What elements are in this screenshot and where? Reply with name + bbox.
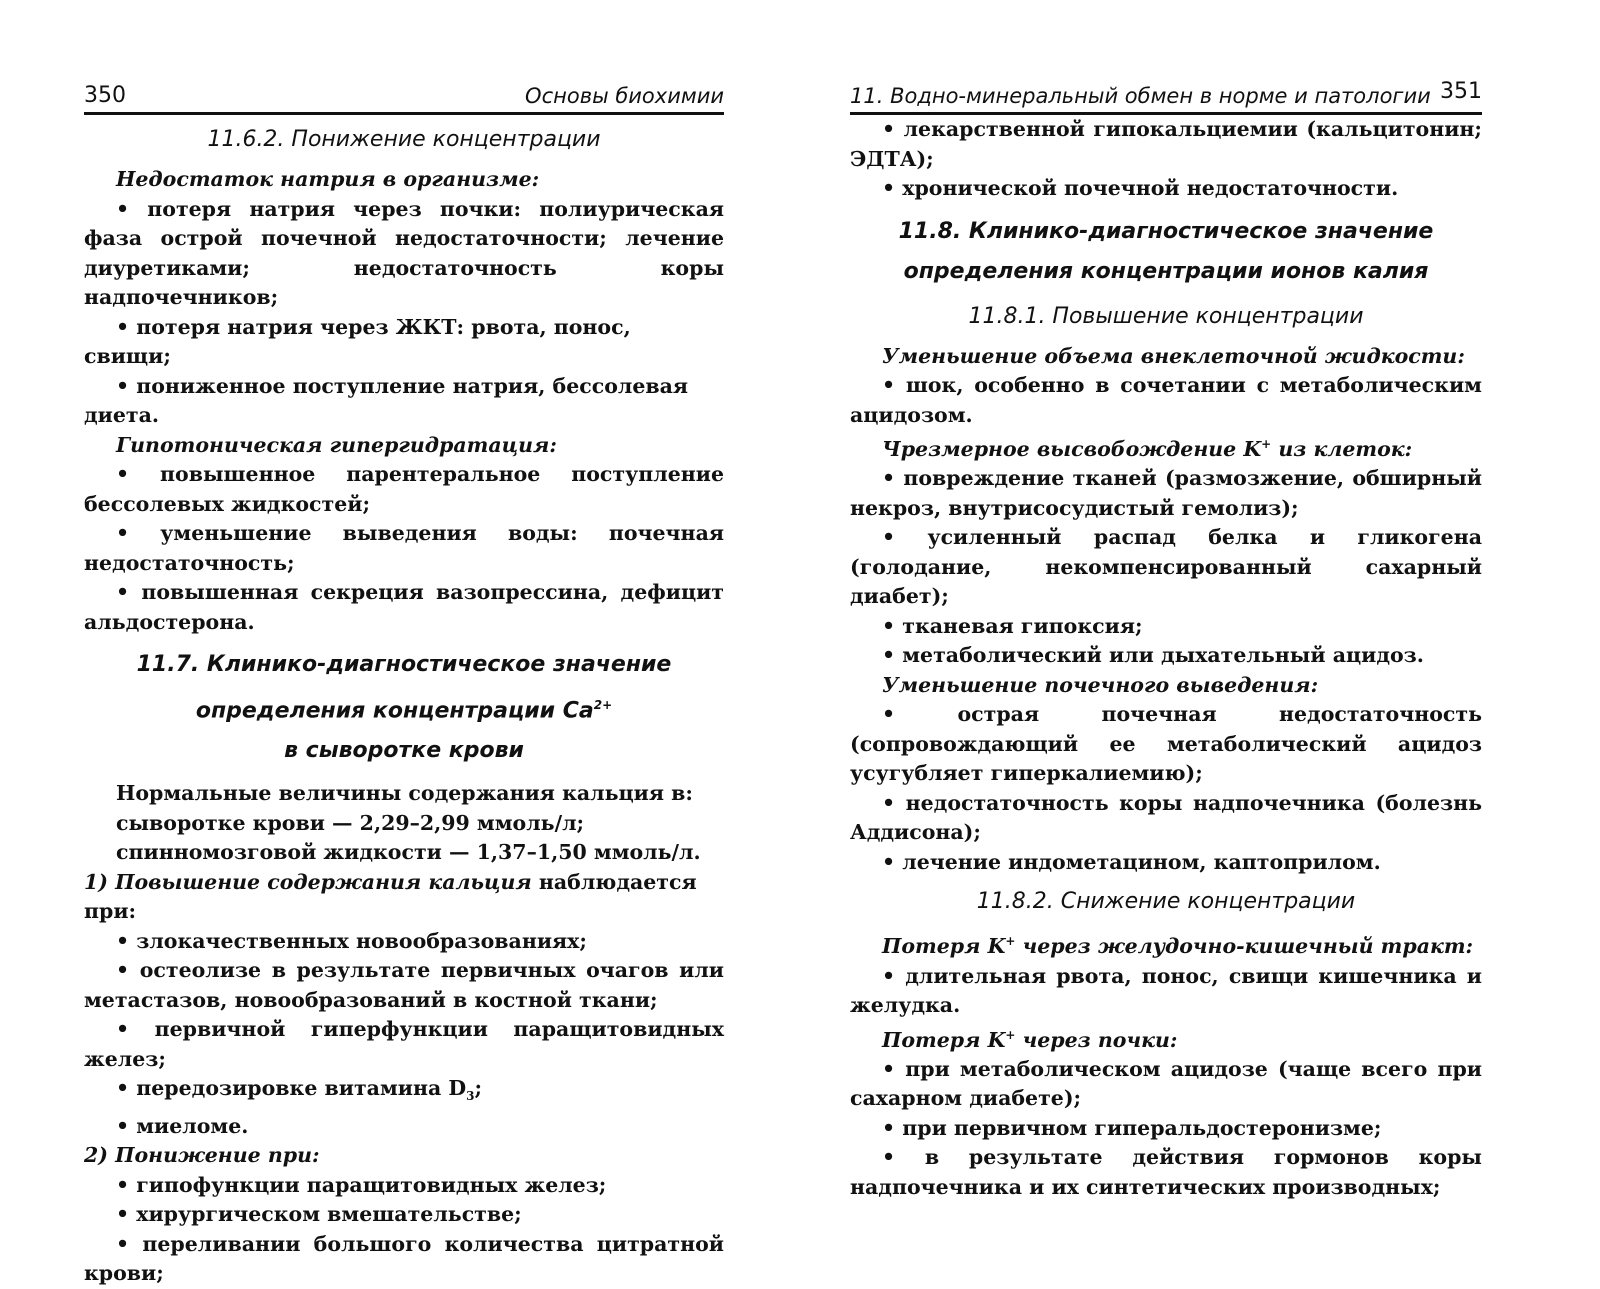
right-body xyxy=(850,115,1482,1202)
section-heading-line: 11.8. Клинико-диагностическое значение xyxy=(898,218,1434,244)
increase-heading xyxy=(84,868,724,927)
running-head-right xyxy=(850,70,1482,115)
label-renal: Уменьшение почечного выведения: xyxy=(882,672,1319,697)
norm-serum: сыворотке крови — 2,29–2,99 ммоль/л; xyxy=(116,810,585,835)
list-item: • потеря натрия через ЖКТ: рвота, понос, свищи; xyxy=(84,314,631,368)
list-item: • острая почечная недостаточность (сопровождающий ее метаболический ацидоз усугубляет гиперкалиемию); xyxy=(850,702,1482,786)
left-page xyxy=(84,70,724,1289)
list-item: • хронической почечной недостаточности. xyxy=(882,176,1399,200)
list-item-text: • передозировке витамина D xyxy=(116,1076,467,1101)
list-item: • в результате действия гормонов коры надпочечника и их синтетических производных; xyxy=(850,1145,1482,1199)
label-sodium-deficit: Недостаток натрия в организме: xyxy=(116,167,540,191)
label-text: Потеря K xyxy=(882,934,1006,959)
section-heading-line: 11.7. Клинико-диагностическое значение xyxy=(136,652,672,677)
label-text: Чрезмерное высвобождение K xyxy=(882,436,1262,461)
increase-rest: наблюдается при: xyxy=(84,869,697,924)
list-item: • недостаточность коры надпочечника (болезнь Аддисона); xyxy=(850,790,1482,845)
page-number-left: 350 xyxy=(84,83,126,108)
list-item: • при метаболическом ацидозе (чаще всего при сахарном диабете); xyxy=(850,1056,1482,1111)
superscript: + xyxy=(1005,1027,1016,1042)
list-item: • повышенное парентеральное поступление бессолевых жидкостей; xyxy=(84,462,724,516)
section-heading-line: определения концентрации ионов калия xyxy=(903,258,1429,284)
label-text: из клеток: xyxy=(1271,436,1413,461)
list-item xyxy=(84,1074,724,1112)
subsection-heading-11-8-2: 11.8.2. Снижение концентрации xyxy=(976,889,1356,915)
superscript: 2+ xyxy=(593,698,613,712)
subsection-heading-11-6-2: 11.6.2. Понижение концентрации xyxy=(207,127,601,152)
list-item: • повреждение тканей (размозжение, обширный некроз, внутрисосудистый гемолиз); xyxy=(850,466,1482,520)
label-kidney xyxy=(850,1021,1482,1055)
label-ecf: Уменьшение объема внеклеточной жидкости: xyxy=(882,343,1465,368)
list-item: • пониженное поступление натрия, бессолевая диета. xyxy=(84,373,689,427)
list-item: • лечение индометацином, каптоприлом. xyxy=(882,849,1381,874)
norm-csf: спинномозговой жидкости — 1,37–1,50 ммоль/л. xyxy=(116,840,701,865)
running-head-left xyxy=(84,70,724,115)
subsection-heading-11-8-1: 11.8.1. Повышение концентрации xyxy=(968,303,1364,329)
list-item: • переливании большого количества цитратной крови; xyxy=(84,1231,724,1286)
label-text: через почки: xyxy=(1015,1027,1178,1052)
right-page xyxy=(850,70,1482,1202)
list-item: • уменьшение выведения воды: почечная недостаточность; xyxy=(84,521,724,575)
running-title-right: 11. Водно-минеральный обмен в норме и патологии xyxy=(850,84,1431,108)
superscript: + xyxy=(1261,437,1272,451)
list-item: • при первичном гиперальдостеронизме; xyxy=(882,1115,1382,1140)
section-heading-11-8 xyxy=(850,212,1482,292)
list-item: • гипофункции паращитовидных желез; xyxy=(116,1172,607,1197)
section-heading-11-7 xyxy=(84,645,724,771)
label-text: через желудочно-кишечный тракт: xyxy=(1015,934,1474,959)
list-item-text: ; xyxy=(474,1076,483,1101)
list-item: • усиленный распад белка и гликогена (голодание, некомпенсированный сахарный диабет); xyxy=(850,525,1482,609)
label-text: Потеря K xyxy=(882,1027,1006,1052)
norm-intro: Нормальные величины содержания кальция в: xyxy=(116,781,693,806)
list-item: • миеломе. xyxy=(116,1113,249,1138)
section-heading-line: в сыворотке крови xyxy=(284,738,524,764)
running-title-left: Основы биохимии xyxy=(525,84,724,108)
list-item: • длительная рвота, понос, свищи кишечника и желудка. xyxy=(850,963,1482,1018)
page-number-right: 351 xyxy=(1440,79,1482,104)
list-item: • лекарственной гипокальциемии (кальцитонин; ЭДТА); xyxy=(850,117,1482,171)
list-item: • метаболический или дыхательный ацидоз. xyxy=(882,643,1424,668)
label-gi xyxy=(850,927,1482,961)
left-body xyxy=(84,123,724,1289)
section-heading-text: определения концентрации Ca xyxy=(195,698,594,724)
section-heading-line xyxy=(84,685,724,731)
normal-values-block xyxy=(84,779,724,868)
superscript: + xyxy=(1005,934,1016,949)
list-item: • злокачественных новообразованиях; xyxy=(116,928,587,953)
list-item: • первичной гиперфункции паращитовидных желез; xyxy=(84,1017,724,1071)
list-item: • шок, особенно в сочетании с метаболическим ацидозом. xyxy=(850,373,1482,427)
label-hypotonic: Гипотоническая гипергидратация: xyxy=(116,432,557,457)
list-item: • хирургическом вмешательстве; xyxy=(116,1202,522,1227)
list-item: • повышенная секреция вазопрессина, дефицит альдостерона. xyxy=(84,580,724,634)
label-release xyxy=(850,430,1482,464)
decrease-heading: 2) Понижение при: xyxy=(84,1143,320,1168)
subscript: 3 xyxy=(466,1089,475,1104)
list-item: • потеря натрия через почки: полиурическая фаза острой почечной недостаточности; лечение диуретиками; недостаточность коры надпочечников; xyxy=(84,196,724,309)
list-item: • тканевая гипоксия; xyxy=(882,613,1143,638)
increase-label: 1) Повышение содержания кальция xyxy=(84,869,532,894)
list-item: • остеолизе в результате первичных очагов или метастазов, новообразований в костной ткани; xyxy=(84,958,724,1012)
